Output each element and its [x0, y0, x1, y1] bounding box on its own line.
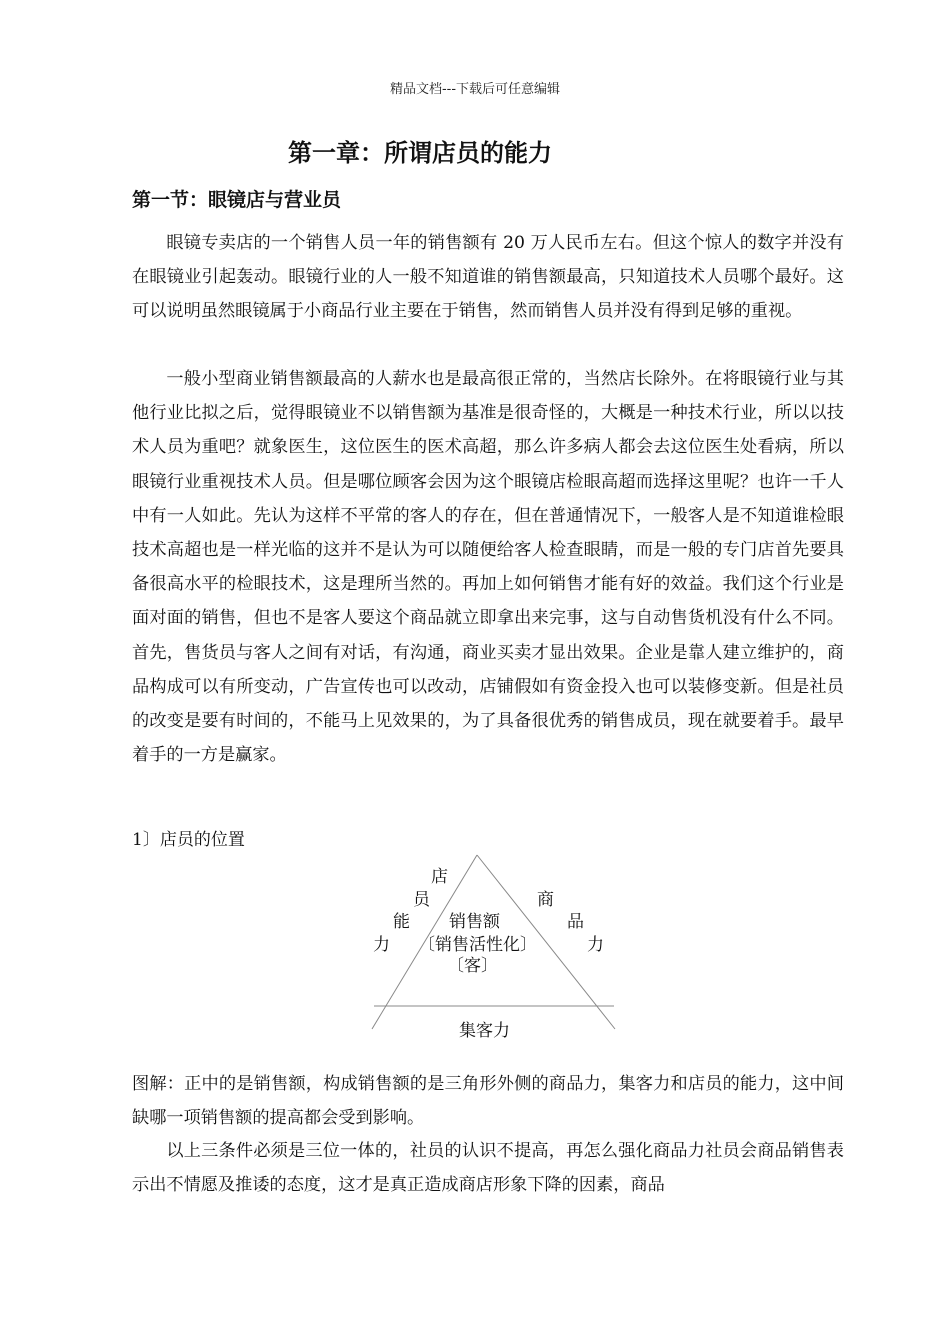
right-label-char-3: 力	[587, 935, 604, 955]
left-label-char-3: 能	[393, 912, 410, 932]
left-label-char-1: 店	[431, 867, 448, 887]
paragraph-diagram-explanation: 图解：正中的是销售额，构成销售额的是三角形外侧的商品力，集客力和店员的能力，这中间缺哪一项销售额的提高都会受到影响。	[132, 1074, 844, 1129]
right-label-char-1: 商	[537, 890, 554, 910]
center-label-customer: 〔客〕	[447, 956, 498, 976]
left-label-char-4: 力	[373, 935, 390, 955]
diagram-caption: 1〕店员的位置	[132, 830, 245, 850]
right-label-char-2: 品	[567, 912, 584, 932]
left-label-char-2: 员	[413, 890, 430, 910]
page-header: 精品文档---下载后可任意编辑	[389, 82, 561, 97]
chapter-title: 第一章：所谓店员的能力	[288, 139, 552, 167]
paragraph-2: 一般小型商业销售额最高的人薪水也是最高很正常的，当然店长除外。在将眼镜行业与其他行业比拟之后，觉得眼镜业不以销售额为基准是很奇怪的，大概是一种技术行业，所以以技术人员为重吧？就象医生，这位医生的医术高超，那么许多病人都会去这位医生处看病，所以眼镜行业重视技术人员。但是哪位顾客会因为这个眼镜店检眼高超而选择这里呢？也许一千人中有一人如此。先认为这样不平常的客人的存在，但在普通情况下，一般客人是不知道谁检眼技术高超也是一样光临的这并不是认为可以随便给客人检查眼睛，而是一般的专门店首先要具备很高水平的检眼技术，这是理所当然的。再加上如何销售才能有好的效益。我们这个行业是面对面的销售，但也不是客人要这个商品就立即拿出来完事，这与自动售货机没有什么不同。首先，售货员与客人之间有对话，有沟通，商业买卖才显出效果。企业是靠人建立维护的，商品构成可以有所变动，广告宣传也可以改动，店铺假如有资金投入也可以装修变新。但是社员的改变是要有时间的，不能马上见效果的，为了具备很优秀的销售成员，现在就要着手。最早着手的一方是赢家。	[132, 369, 844, 766]
position-triangle-diagram	[360, 852, 630, 1052]
bottom-label-attraction: 集客力	[459, 1021, 510, 1041]
center-label-sales: 销售额	[449, 912, 500, 932]
section-title: 第一节：眼镜店与营业员	[132, 189, 342, 211]
center-label-activation: 〔销售活性化〕	[418, 935, 537, 955]
paragraph-1: 眼镜专卖店的一个销售人员一年的销售额有 20 万人民币左右。但这个惊人的数字并没有在眼镜业引起轰动。眼镜行业的人一般不知道谁的销售额最高，只知道技术人员哪个最好。这可以说明虽然眼镜属于小商品行业主要在于销售，然而销售人员并没有得到足够的重视。	[132, 233, 844, 322]
paragraph-4: 以上三条件必须是三位一体的，社员的认识不提高，再怎么强化商品力社员会商品销售表示出不情愿及推诿的态度，这才是真正造成商店形象下降的因素，商品	[132, 1141, 844, 1196]
